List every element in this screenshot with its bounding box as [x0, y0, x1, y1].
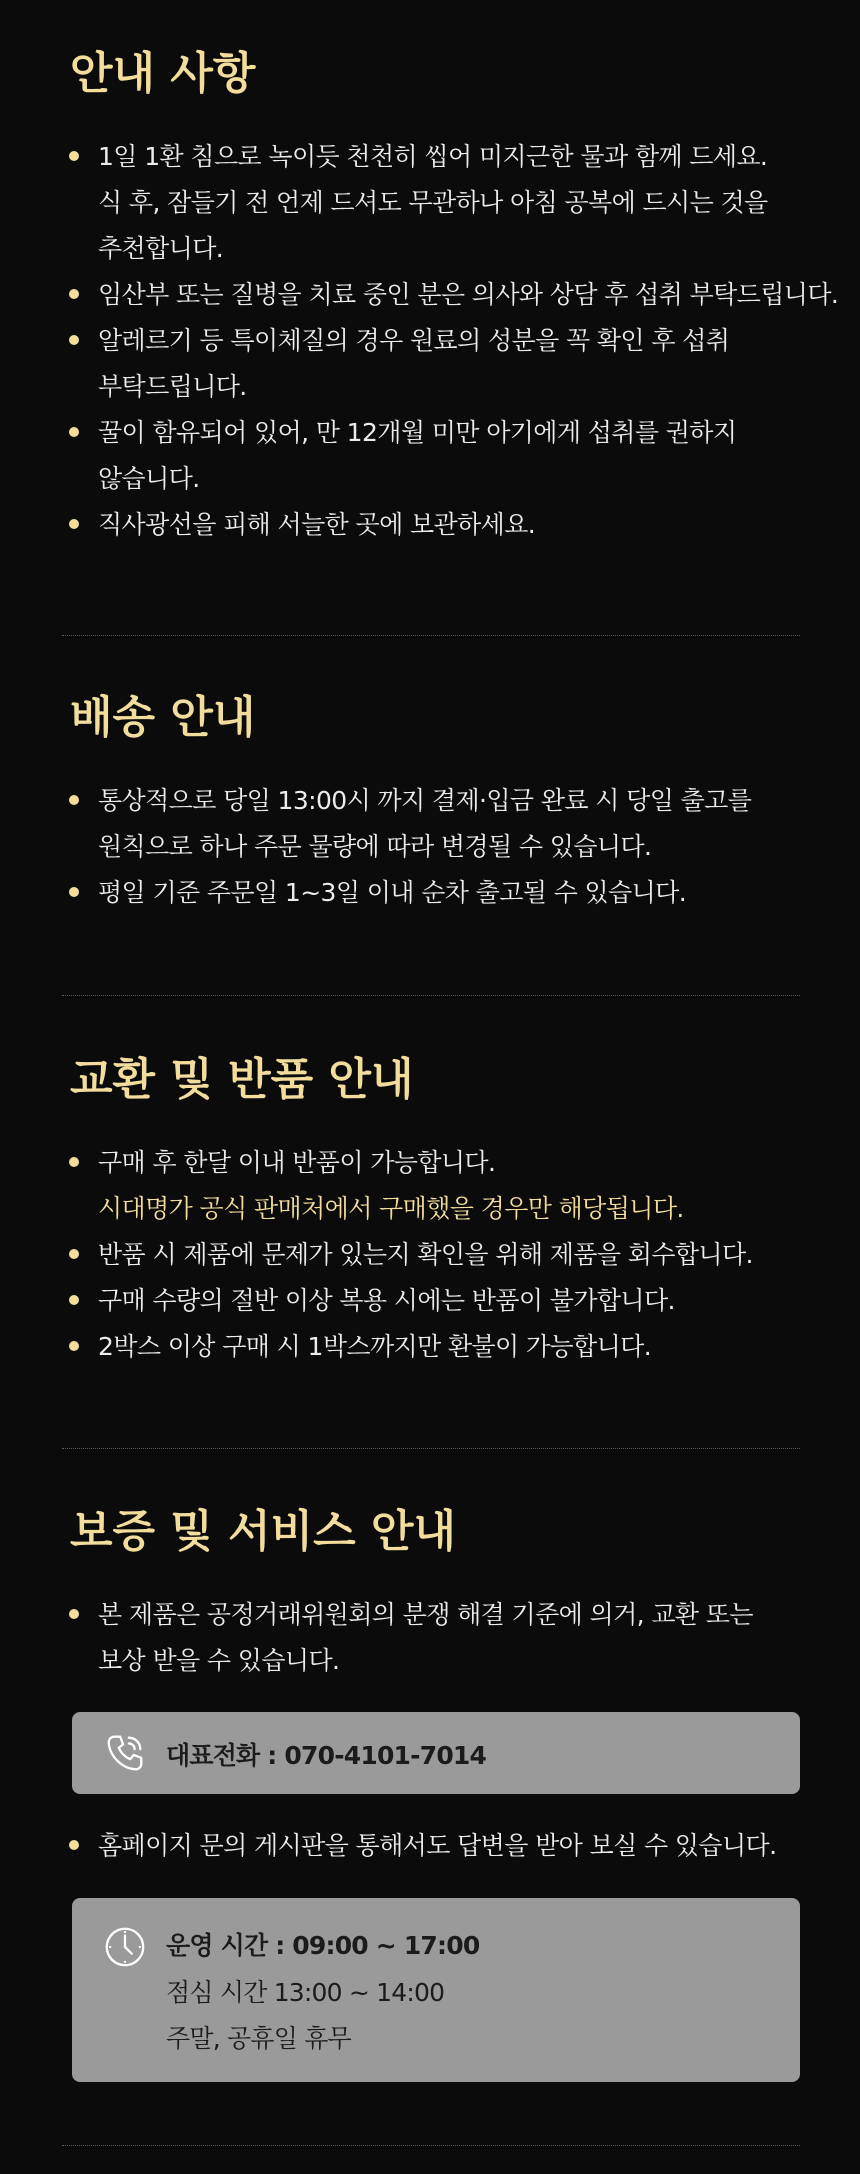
- shipping-list: [62, 778, 800, 916]
- list-item: 2박스 이상 구매 시 1박스까지만 환불이 가능합니다.: [62, 1324, 800, 1370]
- hours-box: [72, 1898, 800, 2082]
- list-item: 꿀이 함유되어 있어, 만 12개월 미만 아기에게 섭취를 권하지 않습니다.: [62, 410, 800, 502]
- phone-number[interactable]: 대표전화 : 070-4101-7014: [166, 1741, 487, 1770]
- list-item: 직사광선을 피해 서늘한 곳에 보관하세요.: [62, 502, 800, 548]
- phone-box: [72, 1712, 800, 1794]
- exchange-section: [62, 1054, 800, 1370]
- list-item: 알레르기 등 특이체질의 경우 원료의 성분을 꼭 확인 후 섭취 부탁드립니다.: [62, 318, 800, 410]
- list-item: 평일 기준 주문일 1~3일 이내 순차 출고될 수 있습니다.: [62, 870, 800, 916]
- exchange-title: 교환 및 반품 안내: [70, 1054, 414, 1105]
- list-item: 본 제품은 공정거래위원회의 분쟁 해결 기준에 의거, 교환 또는 보상 받을 수 있습니다.: [62, 1592, 800, 1684]
- list-item: 구매 후 한달 이내 반품이 가능합니다. 시대명가 공식 판매처에서 구매했을 경우만 해당됩니다.: [62, 1140, 800, 1232]
- notice-title: 안내 사항: [70, 48, 256, 99]
- exchange-list: [62, 1140, 800, 1370]
- section-divider: [62, 635, 800, 636]
- warranty-title: 보증 및 서비스 안내: [70, 1506, 456, 1557]
- warranty-list-more: [62, 1823, 800, 1869]
- list-item: 반품 시 제품에 문제가 있는지 확인을 위해 제품을 회수합니다.: [62, 1232, 800, 1278]
- list-item: 임산부 또는 질병을 치료 중인 분은 의사와 상담 후 섭취 부탁드립니다.: [62, 272, 800, 318]
- list-item: 구매 수량의 절반 이상 복용 시에는 반품이 불가합니다.: [62, 1278, 800, 1324]
- shipping-title: 배송 안내: [70, 692, 256, 743]
- holiday-notice: 주말, 공휴일 휴무: [166, 2024, 351, 2053]
- phone-icon: [102, 1730, 148, 1776]
- list-item: 홈페이지 문의 게시판을 통해서도 답변을 받아 보실 수 있습니다.: [62, 1823, 800, 1869]
- list-item: 1일 1환 침으로 녹이듯 천천히 씹어 미지근한 물과 함께 드세요. 식 후, 잠들기 전 언제 드셔도 무관하나 아침 공복에 드시는 것을 추천합니다.: [62, 134, 800, 272]
- list-item: 통상적으로 당일 13:00시 까지 결제·입금 완료 시 당일 출고를 원칙으로 하나 주문 물량에 따라 변경될 수 있습니다.: [62, 778, 800, 870]
- notice-list: [62, 134, 839, 548]
- operating-hours: 운영 시간 : 09:00 ~ 17:00: [166, 1931, 480, 1960]
- warranty-section: [62, 1506, 800, 1684]
- shipping-section: [62, 692, 800, 916]
- warranty-section-more: [62, 1823, 800, 1869]
- notice-section: [62, 48, 839, 548]
- lunch-hours: 점심 시간 13:00 ~ 14:00: [166, 1978, 445, 2007]
- section-divider: [62, 995, 800, 996]
- clock-icon: [102, 1924, 148, 1970]
- warranty-list: [62, 1592, 800, 1684]
- official-store-note: 시대명가 공식 판매처에서 구매했을 경우만 해당됩니다.: [98, 1194, 684, 1223]
- section-divider: [62, 1448, 800, 1449]
- section-divider: [62, 2145, 800, 2146]
